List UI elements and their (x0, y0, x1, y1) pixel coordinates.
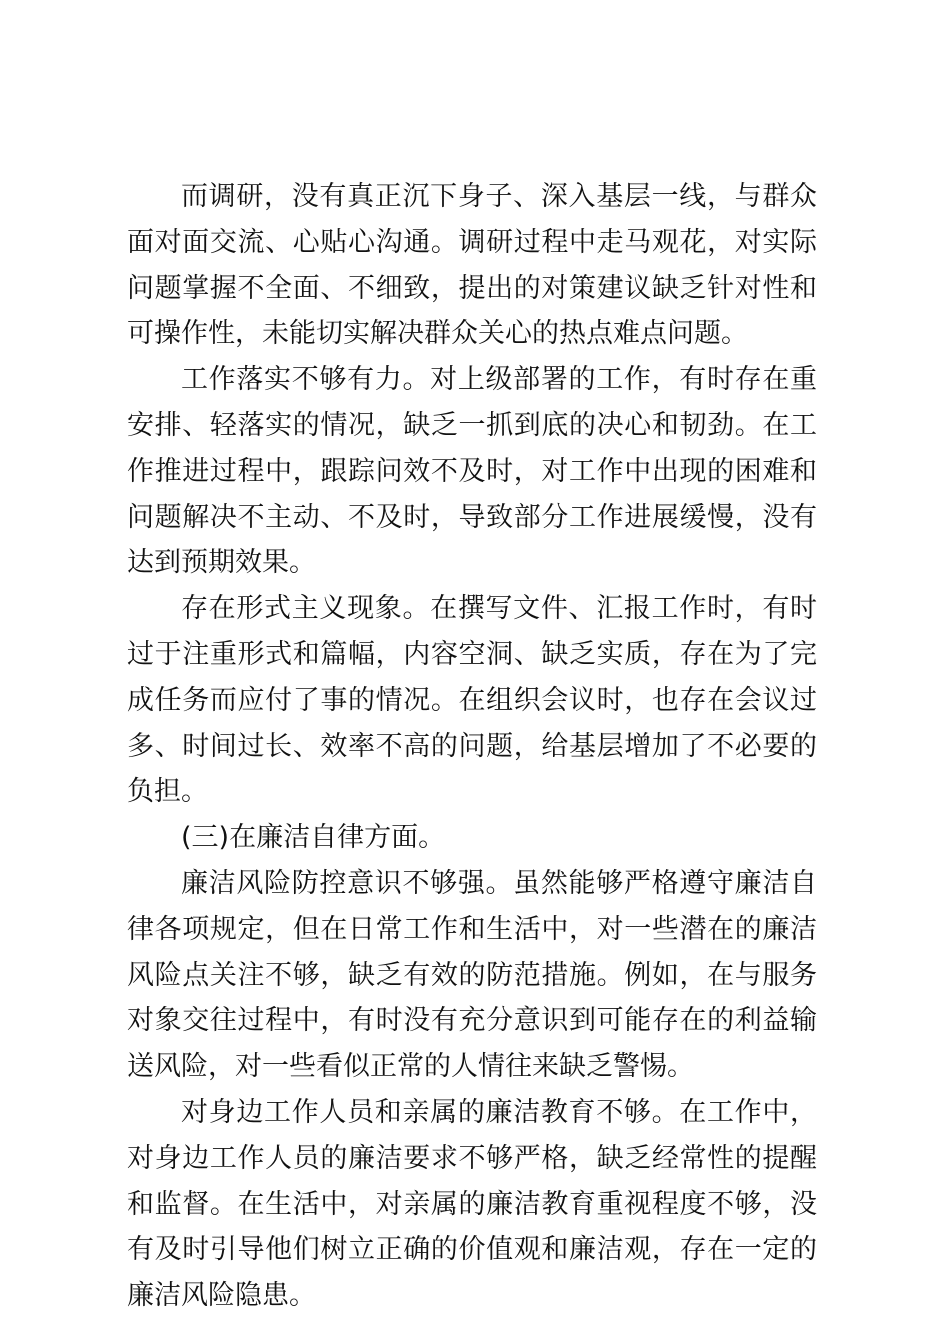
paragraph-research-continuation: 而调研，没有真正沉下身子、深入基层一线，与群众面对面交流、心贴心沟通。调研过程中走马观花，对实际问题掌握不全面、不细致，提出的对策建议缺乏针对性和可操作性，未能切实解决群众关心的热点难点问题。 (127, 181, 817, 350)
body-text (127, 174, 817, 1319)
paragraph-risk-awareness: 廉洁风险防控意识不够强。虽然能够严格遵守廉洁自律各项规定，但在日常工作和生活中，对一些潜在的廉洁风险点关注不够，缺乏有效的防范措施。例如，在与服务对象交往过程中，有时没有充分意识到可能存在的利益输送风险，对一些看似正常的人情往来缺乏警惕。 (127, 867, 817, 1083)
section-heading-integrity: (三)在廉洁自律方面。 (181, 822, 446, 854)
paragraph-formalism: 存在形式主义现象。在撰写文件、汇报工作时，有时过于注重形式和篇幅，内容空洞、缺乏实质，存在为了完成任务而应付了事的情况。在组织会议时，也存在会议过多、时间过长、效率不高的问题，给基层增加了不必要的负担。 (127, 593, 817, 808)
paragraph-work-implementation: 工作落实不够有力。对上级部署的工作，有时存在重安排、轻落实的情况，缺乏一抓到底的决心和韧劲。在工作推进过程中，跟踪问效不及时，对工作中出现的困难和问题解决不主动、不及时，导致部分工作进展缓慢，没有达到预期效果。 (127, 364, 817, 579)
paragraph-integrity-education: 对身边工作人员和亲属的廉洁教育不够。在工作中，对身边工作人员的廉洁要求不够严格，缺乏经常性的提醒和监督。在生活中，对亲属的廉洁教育重视程度不够，没有及时引导他们树立正确的价值观和廉洁观，存在一定的廉洁风险隐患。 (127, 1096, 817, 1312)
